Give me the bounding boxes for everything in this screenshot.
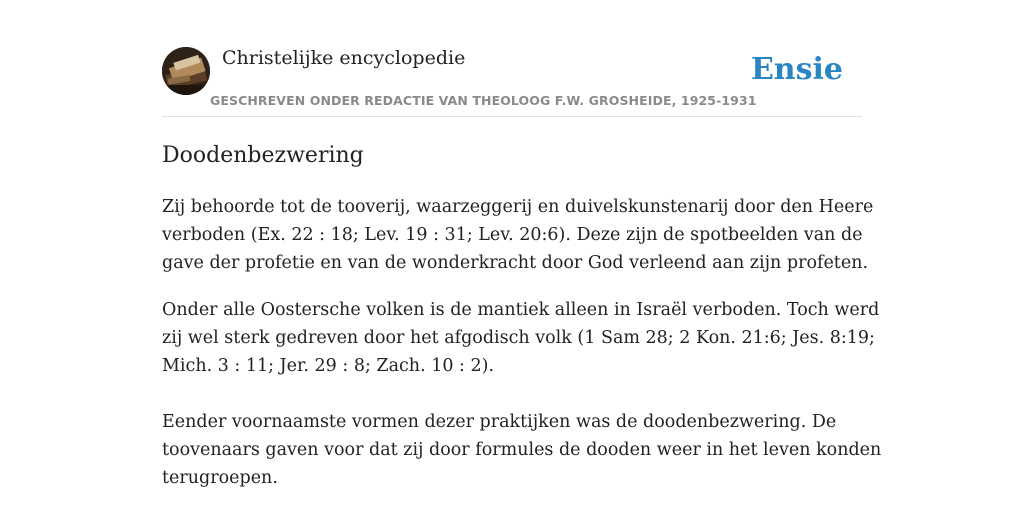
- article-paragraph: [162, 408, 882, 492]
- article-paragraph: [162, 296, 880, 380]
- article-page: [162, 46, 882, 492]
- paragraph-line: zij wel sterk gedreven door het afgodisch volk (1 Sam 28; 2 Kon. 21:6; Jes. 8:19;: [162, 328, 875, 348]
- site-avatar[interactable]: [162, 47, 210, 95]
- paragraph-line: Onder alle Oostersche volken is de mantiek alleen in Israël verboden. Toch werd: [162, 300, 880, 320]
- ensie-logo[interactable]: Ensie: [750, 52, 843, 87]
- paragraph-line: toovenaars gaven voor dat zij door formules de dooden weer in het leven konden: [162, 440, 882, 460]
- paragraph-line: Mich. 3 : 11; Jer. 29 : 8; Zach. 10 : 2).: [162, 356, 495, 376]
- article-title: Doodenbezwering: [162, 143, 364, 168]
- paragraph-line: verboden (Ex. 22 : 18; Lev. 19 : 31; Lev. 20:6). Deze zijn de spotbeelden van de: [162, 225, 863, 245]
- paragraph-line: gave der profetie en van de wonderkracht door God verleend aan zijn profeten.: [162, 253, 869, 273]
- article-paragraph: [162, 193, 874, 277]
- site-title[interactable]: Christelijke encyclopedie: [222, 47, 466, 69]
- paragraph-line: Eender voornaamste vormen dezer praktijken was de doodenbezwering. De: [162, 412, 837, 432]
- paragraph-line: Zij behoorde tot de tooverij, waarzeggerij en duivelskunstenarij door den Heere: [162, 197, 874, 217]
- site-subtitle: GESCHREVEN ONDER REDACTIE VAN THEOLOOG F.W. GROSHEIDE, 1925-1931: [210, 93, 757, 108]
- site-header: [162, 46, 862, 117]
- paragraph-line: terugroepen.: [162, 468, 278, 488]
- book-photo-icon: [162, 47, 210, 95]
